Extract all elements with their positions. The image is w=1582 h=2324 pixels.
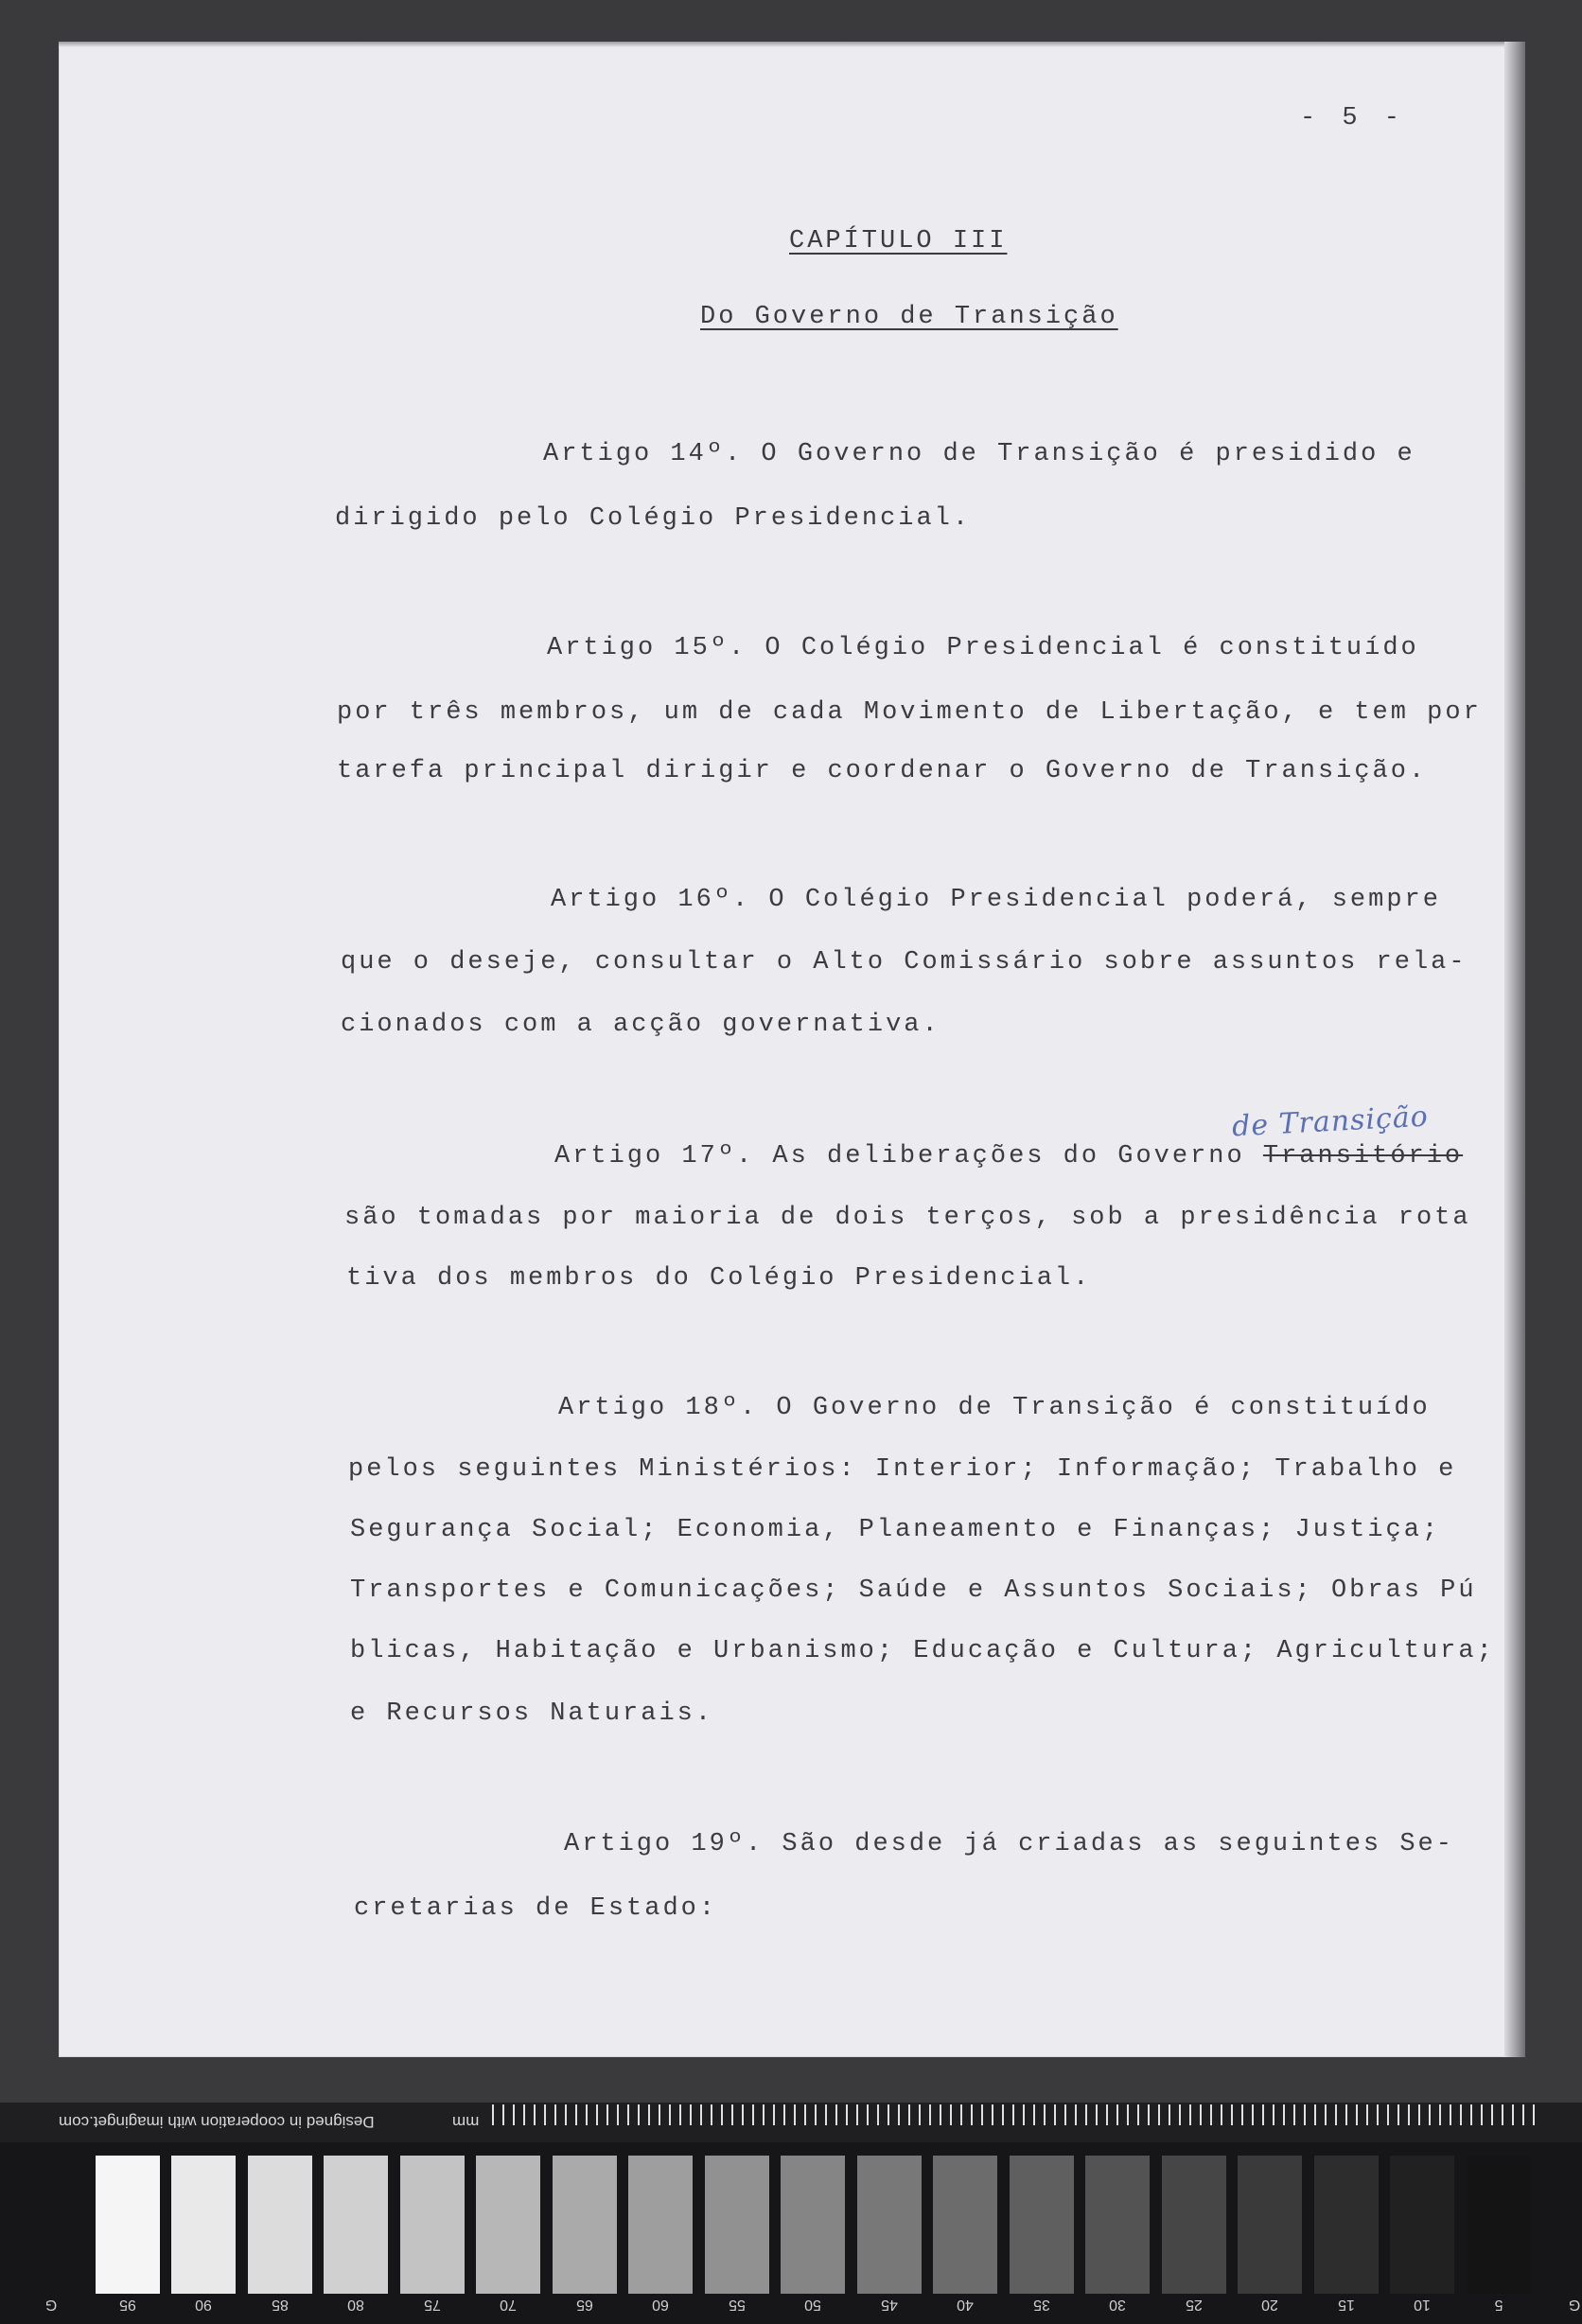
gray-swatch-label: 85 (272, 2297, 289, 2313)
article-19-line-2: cretarias de Estado: (354, 1894, 718, 1923)
gray-swatch-label: 40 (957, 2297, 974, 2313)
gray-swatch (1085, 2156, 1150, 2294)
chapter-subtitle: Do Governo de Transição (700, 303, 1118, 331)
gray-swatch-label: 20 (1261, 2297, 1278, 2313)
article-15-line-3: tarefa principal dirigir e coordenar o Governo de Transição. (337, 757, 1428, 785)
gray-swatch-label: 80 (347, 2297, 364, 2313)
gray-swatch (781, 2156, 845, 2294)
article-15-line-2: por três membros, um de cada Movimento de Libertação, e tem por (337, 698, 1482, 727)
article-18-line-6: e Recursos Naturais. (350, 1699, 714, 1728)
gray-swatch (628, 2156, 693, 2294)
article-18-line-5: blicas, Habitação e Urbanismo; Educação e Cultura; Agricultura; (350, 1637, 1495, 1665)
ruler-ticks (492, 2104, 1538, 2125)
gray-swatch (1314, 2156, 1379, 2294)
gray-swatch-label: 65 (576, 2297, 593, 2313)
gray-swatch-label: 50 (804, 2297, 821, 2313)
article-14-line-2: dirigido pelo Colégio Presidencial. (335, 504, 972, 533)
gray-swatch (324, 2156, 388, 2294)
gray-swatch (1390, 2156, 1454, 2294)
article-18-line-3: Segurança Social; Economia, Planeamento e Finanças; Justiça; (350, 1516, 1441, 1544)
gray-swatch (705, 2156, 769, 2294)
gray-swatch-label: 60 (652, 2297, 669, 2313)
page-edge-shadow (1504, 42, 1525, 2057)
article-15-line-1: Artigo 15º. O Colégio Presidencial é constituído (547, 634, 1419, 662)
article-14-line-1: Artigo 14º. O Governo de Transição é presidido e (543, 440, 1415, 468)
article-17-line-2: são tomadas por maioria de dois terços, sob a presidência rota (344, 1204, 1471, 1232)
gray-swatch-label: 10 (1414, 2297, 1431, 2313)
gray-swatch (248, 2156, 312, 2294)
page-number: - 5 - (1300, 104, 1406, 132)
gray-swatch-label: 30 (1109, 2297, 1126, 2313)
article-19-line-1: Artigo 19º. São desde já criadas as seguintes Se- (564, 1830, 1454, 1858)
article-17-line-1 (554, 1142, 1463, 1171)
gray-swatch (1162, 2156, 1226, 2294)
chapter-title: CAPÍTULO III (789, 227, 1008, 255)
gray-swatch-label: G (1568, 2297, 1581, 2313)
document-page (59, 42, 1525, 2057)
gray-swatch-label: 55 (729, 2297, 746, 2313)
article-17-line-3: tiva dos membros do Colégio Presidencial. (346, 1264, 1092, 1293)
ruler-unit: mm (452, 2113, 480, 2131)
gray-swatch-label: G (44, 2297, 58, 2313)
struck-word: Transitório (1262, 1142, 1464, 1171)
gray-swatch (1467, 2156, 1531, 2294)
article-18-line-4: Transportes e Comunicações; Saúde e Assuntos Sociais; Obras Pú (350, 1576, 1477, 1605)
gray-swatch-label: 90 (195, 2297, 212, 2313)
gray-swatch-label: 15 (1338, 2297, 1355, 2313)
scan-credit: Designed in cooperation with imaginget.com (59, 2113, 375, 2131)
article-16-line-2: que o deseje, consultar o Alto Comissário sobre assuntos rela- (341, 948, 1468, 977)
article-18-line-1: Artigo 18º. O Governo de Transição é constituído (558, 1394, 1431, 1422)
gray-swatch-label: 95 (119, 2297, 136, 2313)
article-18-line-2: pelos seguintes Ministérios: Interior; Informação; Trabalho e (348, 1455, 1457, 1484)
gray-swatch-label: 5 (1494, 2297, 1503, 2313)
article-16-line-1: Artigo 16º. O Colégio Presidencial poderá, sempre (551, 886, 1441, 914)
gray-swatch (1238, 2156, 1302, 2294)
gray-swatch-label: 45 (881, 2297, 898, 2313)
article-17-line-1-text: Artigo 17º. As deliberações do Governo (554, 1142, 1263, 1171)
handwritten-correction: de Transição (1231, 1100, 1430, 1144)
article-16-line-3: cionados com a acção governativa. (341, 1011, 940, 1039)
gray-swatch (857, 2156, 922, 2294)
gray-swatch-label: 35 (1033, 2297, 1050, 2313)
gray-swatch (1010, 2156, 1074, 2294)
gray-swatch-label: 75 (424, 2297, 441, 2313)
gray-swatch (476, 2156, 540, 2294)
gray-swatch (553, 2156, 617, 2294)
gray-swatch-label: 70 (500, 2297, 517, 2313)
page-top-shadow (59, 42, 1525, 47)
gray-swatch (96, 2156, 160, 2294)
gray-swatch-label: 25 (1186, 2297, 1203, 2313)
gray-swatch (171, 2156, 236, 2294)
gray-swatch (933, 2156, 997, 2294)
gray-swatch (400, 2156, 465, 2294)
